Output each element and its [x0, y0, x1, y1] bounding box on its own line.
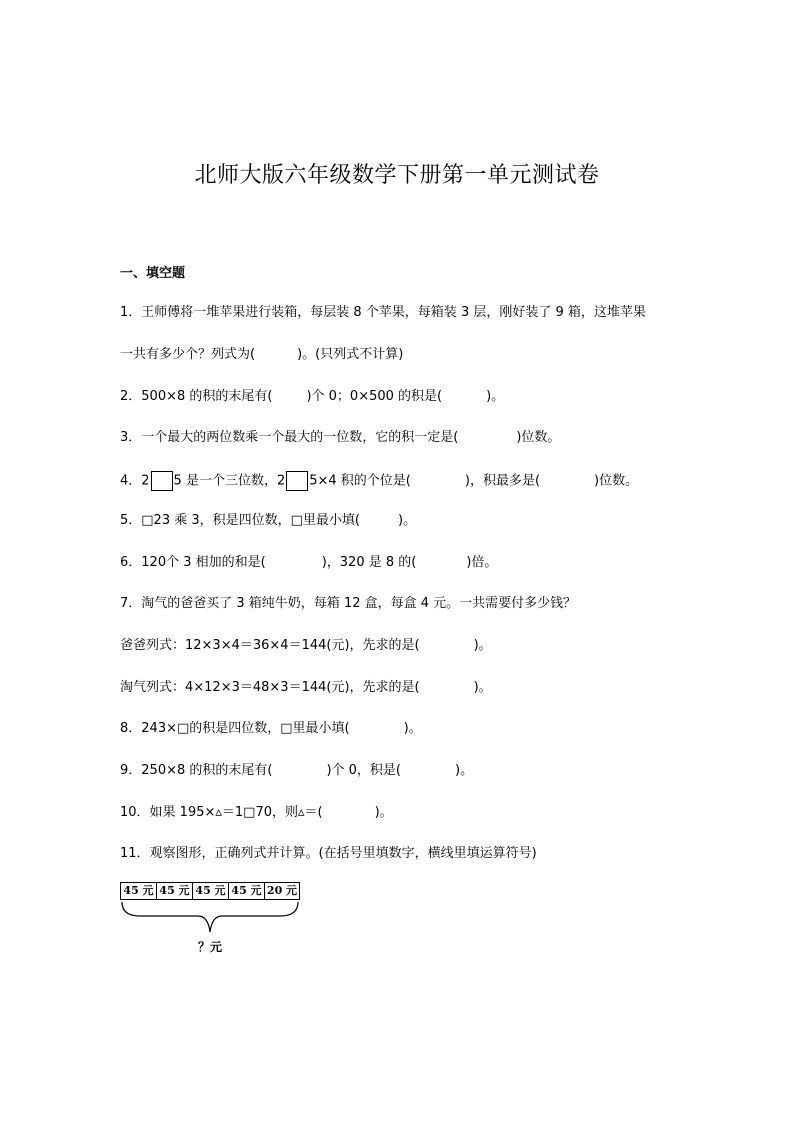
brace-icon	[120, 900, 300, 940]
section-heading: 一、填空题	[120, 266, 186, 281]
question-2: 2．500×8 的积的末尾有( )个 0；0×500 的积是( )。	[120, 389, 505, 404]
page-title: 北师大版六年级数学下册第一单元测试卷	[194, 163, 600, 188]
question-8: 8．243×□的积是四位数，□里最小填( )。	[120, 721, 422, 736]
question-7-taoqi: 淘气列式：4×12×3＝48×3＝144(元)，先求的是( )。	[120, 680, 492, 695]
total-label: ？元	[198, 940, 223, 954]
question-1-line-1: 1．王师傅将一堆苹果进行装箱，每层装 8 个苹果，每箱装 3 层，刚好装了 9 箱，这堆苹果	[120, 305, 646, 320]
line-segment-diagram	[120, 882, 300, 900]
diagram-segment: 45 元	[229, 883, 265, 899]
diagram-segment: 45 元	[121, 883, 157, 899]
question-4: 4．2 5 是一个三位数，2 5×4 积的个位是( )，积最多是( )位数。	[120, 471, 638, 491]
question-1-line-2: 一共有多少个？列式为( )。(只列式不计算)	[120, 347, 404, 362]
diagram-segment: 20 元	[266, 884, 298, 897]
question-5: 5．□23 乘 3，积是四位数，□里最小填( )。	[120, 513, 417, 528]
question-6: 6．120个 3 相加的和是( )，320 是 8 的( )倍。	[120, 555, 498, 570]
question-11: 11．观察图形，正确列式并计算。(在括号里填数字，横线里填运算符号)	[120, 846, 537, 861]
question-10: 10．如果 195×▵＝1□70，则▵＝( )。	[120, 805, 393, 820]
diagram-segment: 45 元	[193, 883, 229, 899]
question-9: 9．250×8 的积的末尾有( )个 0，积是( )。	[120, 763, 474, 778]
diagram-segment: 45 元	[157, 883, 193, 899]
question-7: 7．淘气的爸爸买了 3 箱纯牛奶，每箱 12 盒，每盒 4 元。一共需要付多少钱？	[120, 596, 577, 611]
blank-box	[151, 471, 173, 491]
question-3: 3．一个最大的两位数乘一个最大的一位数，它的积一定是( )位数。	[120, 430, 561, 445]
blank-box	[286, 471, 308, 491]
question-7-dad: 爸爸列式：12×3×4＝36×4＝144(元)，先求的是( )。	[120, 638, 492, 653]
